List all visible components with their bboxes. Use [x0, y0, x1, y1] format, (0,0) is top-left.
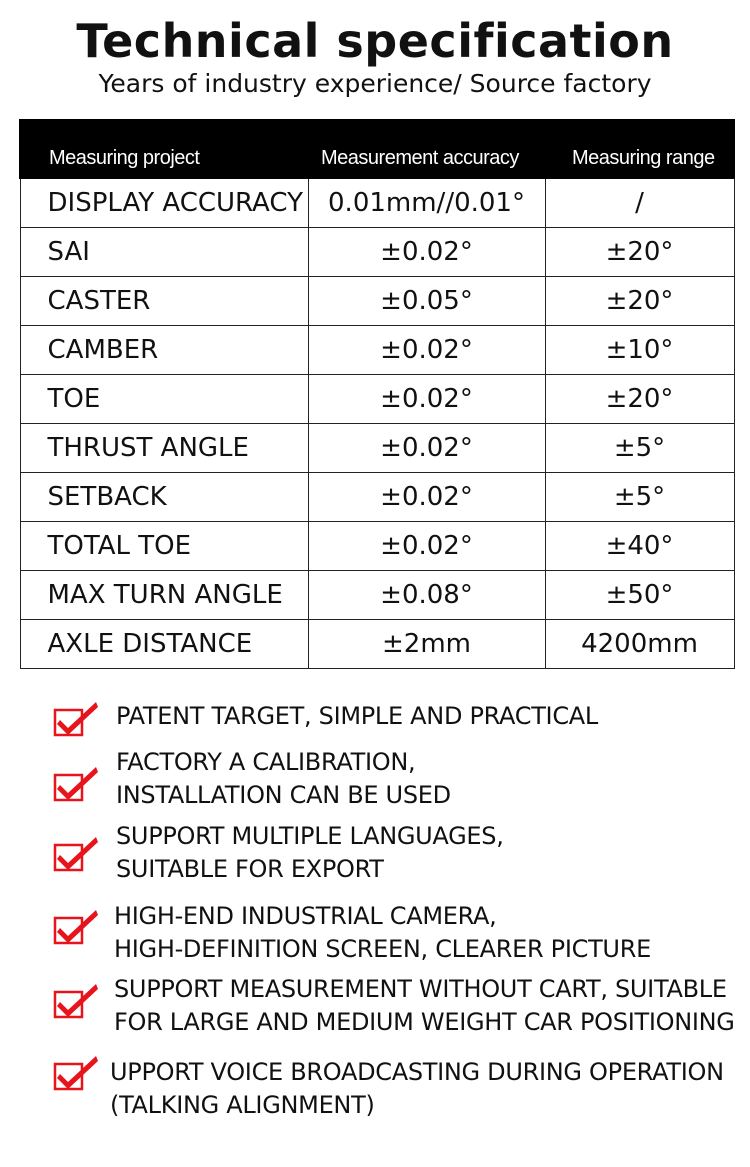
cell-accuracy: ±0.02°	[308, 521, 545, 570]
cell-accuracy: ±0.02°	[308, 472, 545, 521]
feature-text-line: SUPPORT MEASUREMENT WITHOUT CART, SUITABLE	[114, 975, 727, 1003]
column-header-range: Measuring range	[545, 120, 734, 178]
cell-accuracy: ±0.02°	[308, 227, 545, 276]
cell-project: SAI	[20, 227, 308, 276]
spec-table	[19, 119, 735, 669]
feature-text-line: INSTALLATION CAN BE USED	[116, 781, 451, 809]
cell-range: 4200mm	[545, 619, 734, 668]
feature-text-line: SUITABLE FOR EXPORT	[116, 855, 384, 883]
table-row	[20, 472, 734, 521]
feature-text-line: FACTORY A CALIBRATION,	[116, 748, 416, 776]
cell-range: ±50°	[545, 570, 734, 619]
cell-range: ±20°	[545, 374, 734, 423]
cell-project: THRUST ANGLE	[20, 423, 308, 472]
table-row	[20, 521, 734, 570]
page-title: Technical specification	[76, 14, 674, 68]
cell-project: TOE	[20, 374, 308, 423]
cell-range: ±5°	[545, 423, 734, 472]
feature-text-line: FOR LARGE AND MEDIUM WEIGHT CAR POSITIONING	[114, 1008, 735, 1036]
cell-accuracy: ±0.02°	[308, 325, 545, 374]
feature-text-line: HIGH-END INDUSTRIAL CAMERA,	[114, 902, 497, 930]
table-header-row	[20, 120, 734, 178]
cell-project: MAX TURN ANGLE	[20, 570, 308, 619]
cell-range: ±10°	[545, 325, 734, 374]
column-header-accuracy: Measurement accuracy	[308, 120, 545, 178]
page-subtitle: Years of industry experience/ Source factory	[98, 69, 652, 98]
table-row	[20, 619, 734, 668]
cell-project: TOTAL TOE	[20, 521, 308, 570]
cell-range: ±20°	[545, 227, 734, 276]
table-row	[20, 276, 734, 325]
cell-project: CAMBER	[20, 325, 308, 374]
table-row	[20, 570, 734, 619]
feature-text-line: SUPPORT MULTIPLE LANGUAGES,	[116, 822, 504, 850]
cell-accuracy: ±0.02°	[308, 374, 545, 423]
table-row	[20, 423, 734, 472]
table-row	[20, 325, 734, 374]
feature-text-line: (TALKING ALIGNMENT)	[110, 1091, 375, 1119]
checkbox-checked-icon	[52, 980, 100, 1020]
cell-range: /	[545, 178, 734, 227]
cell-project: CASTER	[20, 276, 308, 325]
table-row	[20, 374, 734, 423]
checkbox-checked-icon	[52, 763, 100, 803]
checkbox-checked-icon	[52, 833, 100, 873]
column-header-project: Measuring project	[20, 120, 308, 178]
cell-range: ±40°	[545, 521, 734, 570]
cell-accuracy: ±0.02°	[308, 423, 545, 472]
cell-range: ±5°	[545, 472, 734, 521]
table-row	[20, 227, 734, 276]
cell-accuracy: 0.01mm//0.01°	[308, 178, 545, 227]
feature-text-line: UPPORT VOICE BROADCASTING DURING OPERATION	[110, 1058, 724, 1086]
table-row	[20, 178, 734, 227]
cell-project: AXLE DISTANCE	[20, 619, 308, 668]
cell-project: SETBACK	[20, 472, 308, 521]
checkbox-checked-icon	[52, 906, 100, 946]
cell-range: ±20°	[545, 276, 734, 325]
cell-accuracy: ±0.08°	[308, 570, 545, 619]
checkbox-checked-icon	[52, 1052, 100, 1092]
feature-text-line: HIGH-DEFINITION SCREEN, CLEARER PICTURE	[114, 935, 651, 963]
cell-project: DISPLAY ACCURACY	[20, 178, 308, 227]
cell-accuracy: ±2mm	[308, 619, 545, 668]
cell-accuracy: ±0.05°	[308, 276, 545, 325]
feature-text-line: PATENT TARGET, SIMPLE AND PRACTICAL	[116, 702, 598, 730]
checkbox-checked-icon	[52, 698, 100, 738]
